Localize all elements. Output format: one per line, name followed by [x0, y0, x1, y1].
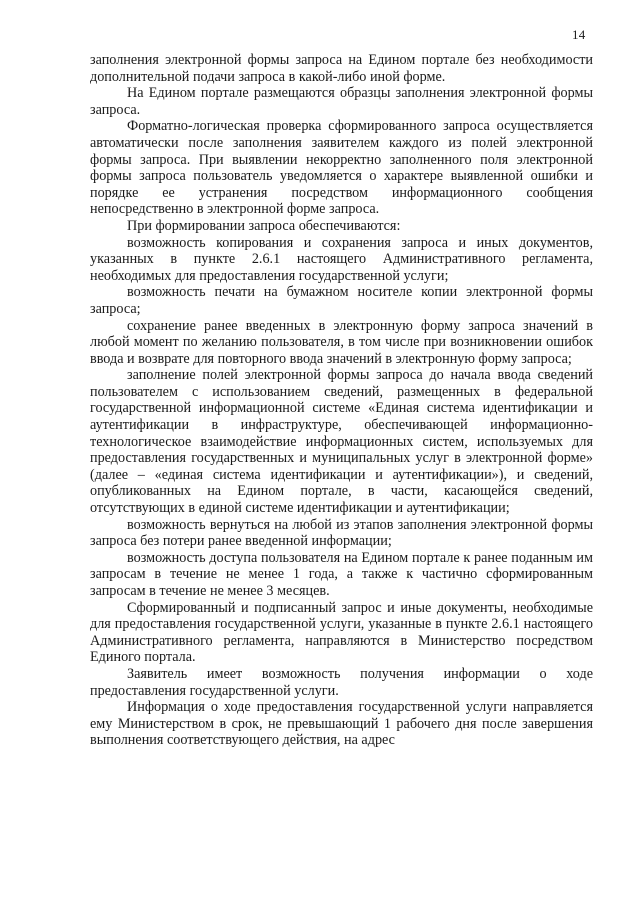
page-number: 14 [572, 27, 586, 42]
paragraph: возможность доступа пользователя на Едином портале к ранее поданным им запросам в течение не менее 1 года, а также к частично сформированным запросам в течение не менее 3 месяцев. [90, 549, 593, 599]
paragraph: Информация о ходе предоставления государственной услуги направляется ему Министерством в срок, не превышающий 1 рабочего дня после завершения выполнения соответствующего действия, на адрес [90, 699, 593, 749]
paragraph: Форматно-логическая проверка сформированного запроса осуществляется автоматически после заполнения заявителем каждого из полей электронной формы запроса. При выявлении некорректно заполненного поля электронной формы запроса пользователь уведомляется о характере выявленной ошибки и порядке ее устранения посредством информационного сообщения непосредственно в электронной форме запроса. [90, 118, 593, 218]
paragraph: Сформированный и подписанный запрос и иные документы, необходимые для предоставления государственной услуги, указанные в пункте 2.6.1 настоящего Административного регламента, направляются в Министерство посредством Единого портала. [90, 599, 593, 666]
body-text [90, 52, 593, 749]
paragraph: При формировании запроса обеспечиваются: [127, 217, 401, 234]
paragraph: На Едином портале размещаются образцы заполнения электронной формы запроса. [90, 85, 593, 118]
paragraph: возможность печати на бумажном носителе копии электронной формы запроса; [90, 284, 593, 317]
paragraph: сохранение ранее введенных в электронную форму запроса значений в любой момент по желанию пользователя, в том числе при возникновении ошибок ввода и возврате для повторного ввода значений в электронную форму запроса; [90, 317, 593, 367]
paragraph: возможность копирования и сохранения запроса и иных документов, указанных в пункте 2.6.1 настоящего Административного регламента, необходимых для предоставления государственной услуги; [90, 234, 593, 284]
paragraph: возможность вернуться на любой из этапов заполнения электронной формы запроса без потери ранее введенной информации; [90, 516, 593, 550]
paragraph: Заявитель имеет возможность получения информации о ходе предоставления государственной услуги. [90, 665, 593, 699]
paragraph: заполнение полей электронной формы запроса до начала ввода сведений пользователем с использованием сведений, размещенных в федеральной государственной информационной системе «Единая система идентификации и аутентификации в инфраструктуре, обеспечивающей информационно-технологическое взаимодействие информационных систем, используемых для предоставления государственных и муниципальных услуг в электронной форме» (далее – «единая система идентификации и аутентификации»), и сведений, опубликованных на Едином портале, в части, касающейся сведений, отсутствующих в единой системе идентификации и аутентификации; [90, 367, 593, 517]
paragraph: заполнения электронной формы запроса на Едином портале без необходимости дополнительной подачи запроса в какой-либо иной форме. [90, 52, 593, 85]
